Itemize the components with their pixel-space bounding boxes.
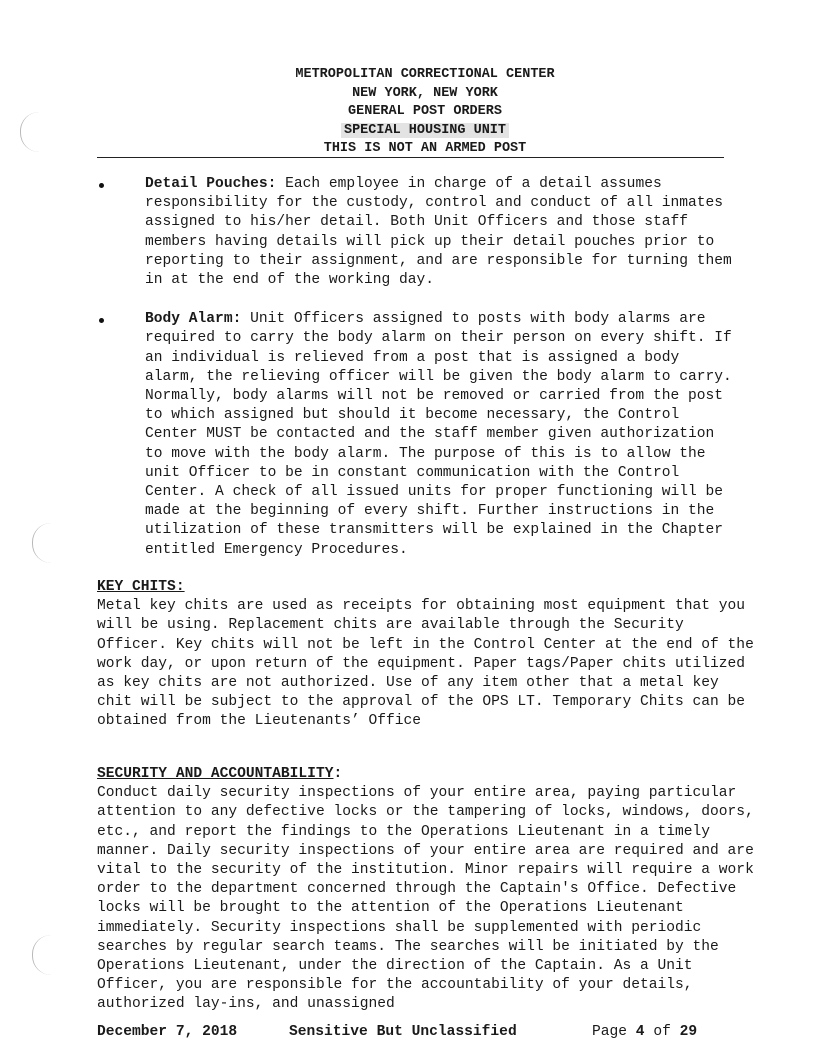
header-divider (97, 157, 724, 158)
punch-hole-mark (20, 112, 39, 152)
document-header (200, 66, 650, 159)
heading-colon: : (333, 766, 343, 782)
header-line: THIS IS NOT AN ARMED POST (323, 141, 527, 157)
bullet-title: Body Alarm: (145, 311, 242, 328)
header-line-highlighted (200, 122, 650, 141)
bullet-text: Each employee in charge of a detail assumes responsibility for the custody, control and conduct of all inmates assigned to his/her detail. Both Unit Officers and those staff members having details will pick up their detail pouches prior to reporting to their assignment, and are responsible for turning them in at the end of the working day. (145, 176, 732, 289)
bullet-text: Unit Officers assigned to posts with body alarms are required to carry the body alarm on their person on every shift. If an individual is relieved from a post that is assigned a body alarm, the relieving officer will be given the body alarm to carry. Normally, body alarms will not be removed or carried from the post to which assigned but should it become necessary, the Control Center MUST be contacted and the staff member given authorization to move with the body alarm. The purpose of this is to allow the unit Officer to be in constant communication with the Control Center. A check of all issued units for proper functioning will be made at the beginning of every shift. Further instructions in the utilization of these transmitters will be explained in the Chapter entitled Emergency Procedures. (145, 311, 732, 558)
bullet-dot-icon (99, 318, 104, 323)
punch-hole-mark (32, 523, 51, 563)
bullet-list (97, 175, 737, 560)
of-word: of (653, 1024, 671, 1040)
header-line: NEW YORK, NEW YORK (352, 85, 498, 101)
bullet-dot-icon (99, 183, 104, 188)
bullet-body-alarm (97, 310, 737, 560)
footer-page-number (592, 1024, 697, 1040)
page-current: 4 (635, 1024, 645, 1040)
header-line: METROPOLITAN CORRECTIONAL CENTER (295, 67, 555, 82)
header-line: GENERAL POST ORDERS (348, 104, 502, 120)
header-highlight: SPECIAL HOUSING UNIT (341, 123, 509, 138)
section-key-chits (97, 578, 757, 732)
bullet-title: Detail Pouches: (145, 176, 277, 192)
footer-date: December 7, 2018 (97, 1024, 238, 1040)
page-total: 29 (679, 1024, 698, 1040)
bullet-detail-pouches (97, 175, 737, 290)
footer-classification: Sensitive But Unclassified (289, 1024, 517, 1040)
section-body: Metal key chits are used as receipts for obtaining most equipment that you will be using. Replacement chits are available through the Security Officer. Key chits will not be left in the Control Center at the end of the work day, or upon return of the equipment. Paper tags/Paper chits utilized as key chits are not authorized. Use of any item other that a metal key chit will be subject to the approval of the OPS LT. Temporary Chits can be obtained from the Lieutenants’ Office (97, 598, 754, 730)
section-security-accountability (97, 765, 757, 1015)
section-heading: KEY CHITS: (97, 579, 185, 595)
section-body: Conduct daily security inspections of your entire area, paying particular attention to any defective locks or the tampering of locks, windows, doors, etc., and report the findings to the Operations Lieutenant in a timely manner. Daily security inspections of your entire area are required and are vital to the security of the institution. Minor repairs will require a work order to the department concerned through the Captain's Office. Defective locks will be brought to the attention of the Operations Lieutenant immediately. Security inspections shall be supplemented with periodic searches by regular search teams. The searches will be initiated by the Operations Lieutenant, under the direction of the Captain. As a Unit Officer, you are responsible for the accountability of your details, authorized lay-ins, and unassigned (97, 785, 754, 1013)
punch-hole-mark (32, 935, 51, 975)
section-heading: SECURITY AND ACCOUNTABILITY (97, 766, 334, 782)
page-word: Page (592, 1024, 628, 1040)
section-heading-row (97, 765, 757, 784)
